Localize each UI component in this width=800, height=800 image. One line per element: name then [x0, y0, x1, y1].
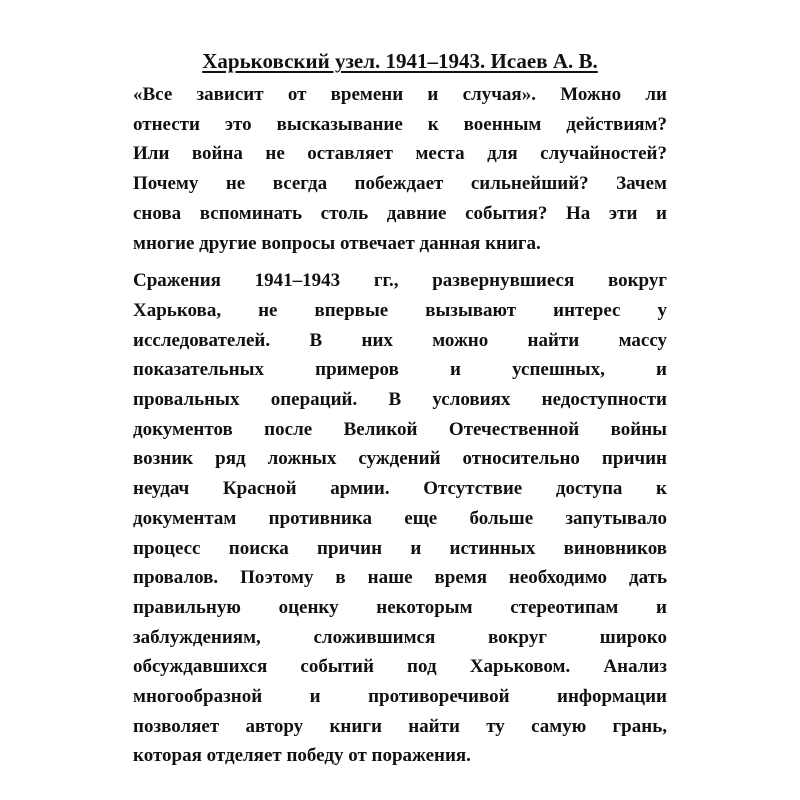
text-line: Харькова, не впервые вызывают интерес у [133, 299, 667, 321]
text-line: процесс поиска причин и истинных виновников [133, 537, 667, 559]
text-line: отнести это высказывание к военным действиям? [133, 113, 667, 135]
text-line: Почему не всегда побеждает сильнейший? Зачем [133, 173, 667, 195]
text-line: документам противника еще больше запутывало [133, 507, 667, 529]
text-line: исследователей. В них можно найти массу [133, 329, 667, 351]
text-line: документов после Великой Отечественной войны [133, 418, 667, 440]
paragraph-intro [133, 80, 667, 258]
text-line: правильную оценку некоторым стереотипам и [133, 596, 667, 618]
document-title-text: Харьковский узел. 1941–1943. Исаев А. В. [202, 49, 598, 73]
text-line: показательных примеров и успешных, и [133, 359, 667, 381]
text-line: заблуждениям, сложившимся вокруг широко [133, 626, 667, 648]
text-line: обсуждавшихся событий под Харьковом. Анализ [133, 656, 667, 678]
document-page [133, 46, 667, 771]
text-line: Сражения 1941–1943 гг., развернувшиеся вокруг [133, 270, 667, 292]
text-line: многообразной и противоречивой информации [133, 686, 667, 708]
text-line: которая отделяет победу от поражения. [133, 745, 471, 767]
text-line: провальных операций. В условиях недоступности [133, 389, 667, 411]
text-line: позволяет автору книги найти ту самую грань, [133, 715, 667, 737]
text-line: «Все зависит от времени и случая». Можно ли [133, 84, 667, 105]
text-line: Или война не оставляет места для случайностей? [133, 143, 667, 165]
document-title [133, 46, 667, 76]
text-line: снова вспоминать столь давние события? На эти и [133, 202, 667, 224]
text-line: неудач Красной армии. Отсутствие доступа к [133, 478, 667, 500]
text-line: провалов. Поэтому в наше время необходимо дать [133, 567, 667, 589]
text-line: возник ряд ложных суждений относительно причин [133, 448, 667, 470]
text-line: многие другие вопросы отвечает данная книга. [133, 232, 541, 254]
paragraph-main [133, 266, 667, 771]
